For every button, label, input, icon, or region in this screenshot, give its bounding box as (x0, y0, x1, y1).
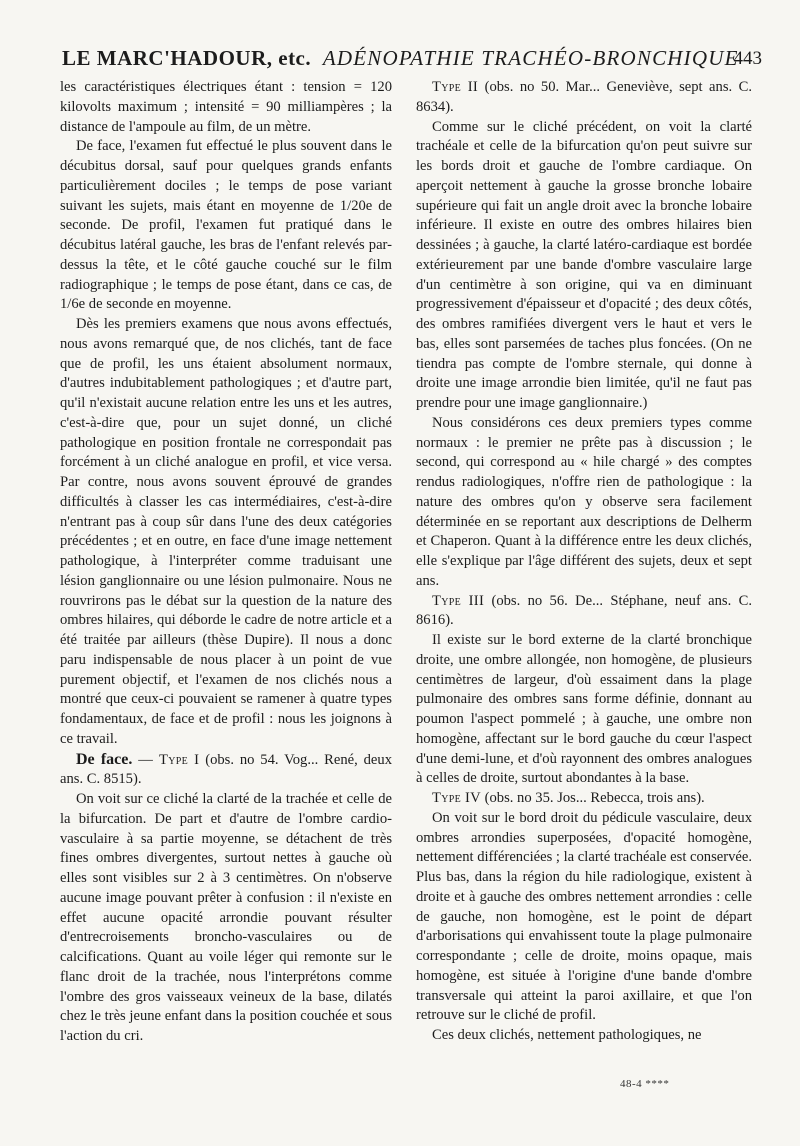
paragraph: Nous considérons ces deux premiers types comme normaux : le premier ne prête pas à discussion ; le second, qui correspond au « hile chargé » des comptes rendus radiologiques, n'offre rien de pathologique : la nature des ombres qu'on y observe sera facilement déterminée en se reportant aux descriptions de Delherm et Chaperon. Quant à la différence entre les deux clichés, elle s'explique par l'âge différent des sujets, deux et sept ans. (416, 414, 752, 589)
header-author: LE MARC'HADOUR, etc. (62, 46, 312, 70)
paragraph: On voit sur le bord droit du pédicule vasculaire, deux ombres arrondies superposées, d'opacité homogène, nettement différenciées ; la clarté trachéale est conservée. Plus bas, dans la région du hile radiologique, existent à droite et à gauche des ombres nettement arrondies : celle de gauche, non homogène, est le point de départ d'arborisations qui envahissent toute la plage pulmonaire correspondante ; celle de droite, moins opaque, mais homogène, est située à l'origine d'une bande d'ombre transversale qui atteint la paroi axillaire, et que l'on retrouve sur le cliché de profil. (416, 809, 753, 1024)
type-label: Type IV (432, 790, 481, 806)
type-label: Type III (432, 592, 485, 609)
paragraph: Comme sur le cliché précédent, on voit la clarté trachéale et celle de la bifurcation qu'on peut suivre sur les bords droit et gauche de l'ombre cardiaque. On aperçoit nettement à gauche la grosse bronche lobaire supérieure qui fait un angle droit avec la bronche lobaire inférieure. Il existe en outre des ombres hilaires bien dessinées ; à gauche, la clarté latéro-cardiaque est bordée extérieurement par une bande d'ombre vasculaire large d'un centimètre à son origine, qui va en diminuant progressivement d'épaisseur et d'opacité ; des deux côtés, des ombres ramifiées divergent vers le haut et vers le bas, elles sont parsemées de taches plus foncées. (On ne tiendra pas compte de l'ombre sternale, qui donne à droite une image arrondie bien limitée, qu'il ne faut pas prendre pour une image ganglionnaire.) (416, 118, 752, 411)
right-column (416, 78, 752, 1046)
type-iii-heading (416, 592, 752, 632)
observation-ref: (obs. no 50. Mar... Geneviève, sept ans. C. 8634). (416, 79, 752, 115)
paragraph: Dès les premiers examens que nous avons effectués, nous avons remarqué que, de nos clichés, tant de face que de profil, les uns étaient absolument normaux, d'autres indubitablement pathologiques ; et d'autre part, qu'il n'existait aucune relation entre les uns et les autres, c'est-à-dire que, pour un sujet donné, un cliché pathologique en position frontale ne correspondait pas forcément à un cliché analogue en profil, et vice versa. Par contre, nous avons souvent éprouvé de grandes difficultés à classer les cas intermédiaires, c'est-à-dire n'entrant pas à coup sûr dans l'une des deux catégories précédentes ; et en outre, en face d'une image nettement pathologique, à l'interpréter comme traduisant une lésion ganglionnaire ou une lésion pulmonaire. Nous ne rouvrirons pas le débat sur la question de la nature des ombres hilaires, qui déborde le cadre de notre article et a été traitée par ailleurs (thèse Dupire). Il nous a donc paru indispensable de nous placer à un point de vue purement objectif, et l'examen de nos clichés nous a montré que ceux-ci pouvaient se ramener à quatre types fondamentaux, de face et de profil : nous les joignons à ce travail. (60, 316, 392, 747)
header-text (62, 46, 739, 71)
type-i-heading (60, 750, 392, 791)
paragraph: les caractéristiques électriques étant : tension = 120 kilovolts maximum ; intensité = 90 milliampères ; la distance de l'ampoule au film, de un mètre. (60, 79, 392, 135)
section-head-de-face: De face. (76, 750, 133, 768)
type-iv-heading (416, 789, 752, 809)
paragraph: Ces deux clichés, nettement pathologiques, ne (432, 1027, 702, 1043)
header-title: ADÉNOPATHIE TRACHÉO-BRONCHIQUE (322, 46, 739, 70)
type-label: — Type I (138, 751, 200, 768)
printer-signature: 48-4 **** (620, 1078, 670, 1090)
paragraph: Il existe sur le bord externe de la clarté bronchique droite, une ombre allongée, non homogène, de plusieurs centimètres de largeur, d'où essaiment dans la plage pulmonaire des ombres sans forme définie, donnant au poumon l'aspect pommelé ; à gauche, une ombre non homogène, affectant sur le bord gauche du cœur l'aspect d'une demi-lune, et d'où rayonnent des ombres analogues à celles de droite, surtout abondantes à la base. (416, 632, 752, 787)
type-label: Type II (432, 79, 479, 95)
page-number: 443 (733, 48, 762, 69)
running-header (62, 40, 762, 74)
type-ii-heading (416, 78, 752, 118)
observation-ref: (obs. no 56. De... Stéphane, neuf ans. C. 8616). (416, 592, 752, 629)
observation-ref: (obs. no 35. Jos... Rebecca, trois ans). (484, 790, 705, 806)
paragraph: De face, l'examen fut effectué le plus souvent dans le décubitus dorsal, sauf pour quelques grands enfants particulièrement dociles ; le temps de pose variant suivant les sujets, mais étant en moyenne de 1/20e de seconde. De profil, l'examen fut pratiqué dans le décubitus latéral gauche, les bras de l'enfant relevés par-dessus la tête, et le côté gauche couché sur le film radiographique ; le temps de pose étant, dans ce cas, de 1/6e de seconde en moyenne. (60, 138, 392, 313)
left-column (60, 78, 392, 1047)
paragraph: On voit sur ce cliché la clarté de la trachée et celle de la bifurcation. De part et d'autre de l'ombre cardio-vasculaire à sa partie moyenne, se détachent de très fines ombres divergentes, surtout nettes à gauche où elles sont visibles sur 2 à 3 centimètres. On n'observe aucune image pouvant prêter à confusion : il n'existe en effet aucune opacité arrondie pouvant résulter d'entrecroisements broncho-vasculaires ou de calcifications. Quant au voile léger qui remonte sur le flanc droit de la trachée, nous l'interprétons comme l'ombre des gros vaisseaux veineux de la base, dilatés chez le très jeune enfant dans la position couchée et sous l'action du cri. (60, 791, 392, 1044)
observation-ref: (obs. no 54. Vog... René, deux ans. C. 8515). (60, 751, 392, 788)
